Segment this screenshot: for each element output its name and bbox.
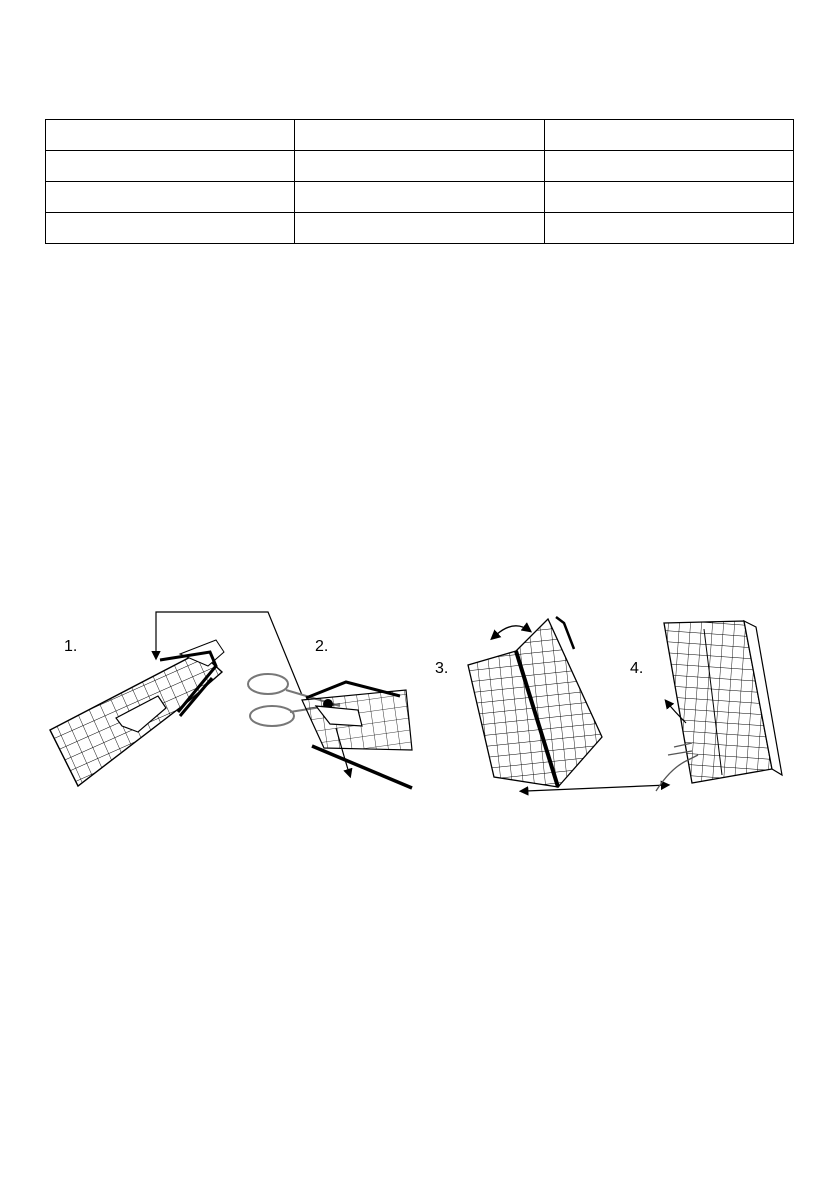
table-cell (295, 120, 544, 151)
table-row (46, 120, 794, 151)
table-cell (295, 213, 544, 244)
table-cell (46, 120, 295, 151)
table-cell (295, 151, 544, 182)
table-cell (295, 182, 544, 213)
table-cell (544, 151, 793, 182)
table-row (46, 182, 794, 213)
step-2-label: 2. (315, 638, 329, 655)
cage-panel-step-1 (50, 640, 224, 786)
table-cell (46, 213, 295, 244)
step-1-label: 1. (64, 638, 78, 655)
cage-door-step-2 (302, 682, 412, 788)
cage-fold-step-3 (468, 617, 602, 787)
table-row (46, 151, 794, 182)
table-cell (544, 182, 793, 213)
step-3-label: 3. (435, 660, 449, 677)
step-4-label: 4. (630, 660, 644, 677)
assembly-illustration-steps-3-4 (460, 605, 795, 810)
table-cell (544, 120, 793, 151)
table-row (46, 213, 794, 244)
table-cell (46, 151, 295, 182)
assembly-illustration-steps-1-2 (40, 600, 415, 810)
table-cell (544, 213, 793, 244)
blank-table (45, 119, 794, 244)
table-body (46, 120, 794, 244)
table-cell (46, 182, 295, 213)
cage-assembled-step-4 (664, 621, 782, 783)
